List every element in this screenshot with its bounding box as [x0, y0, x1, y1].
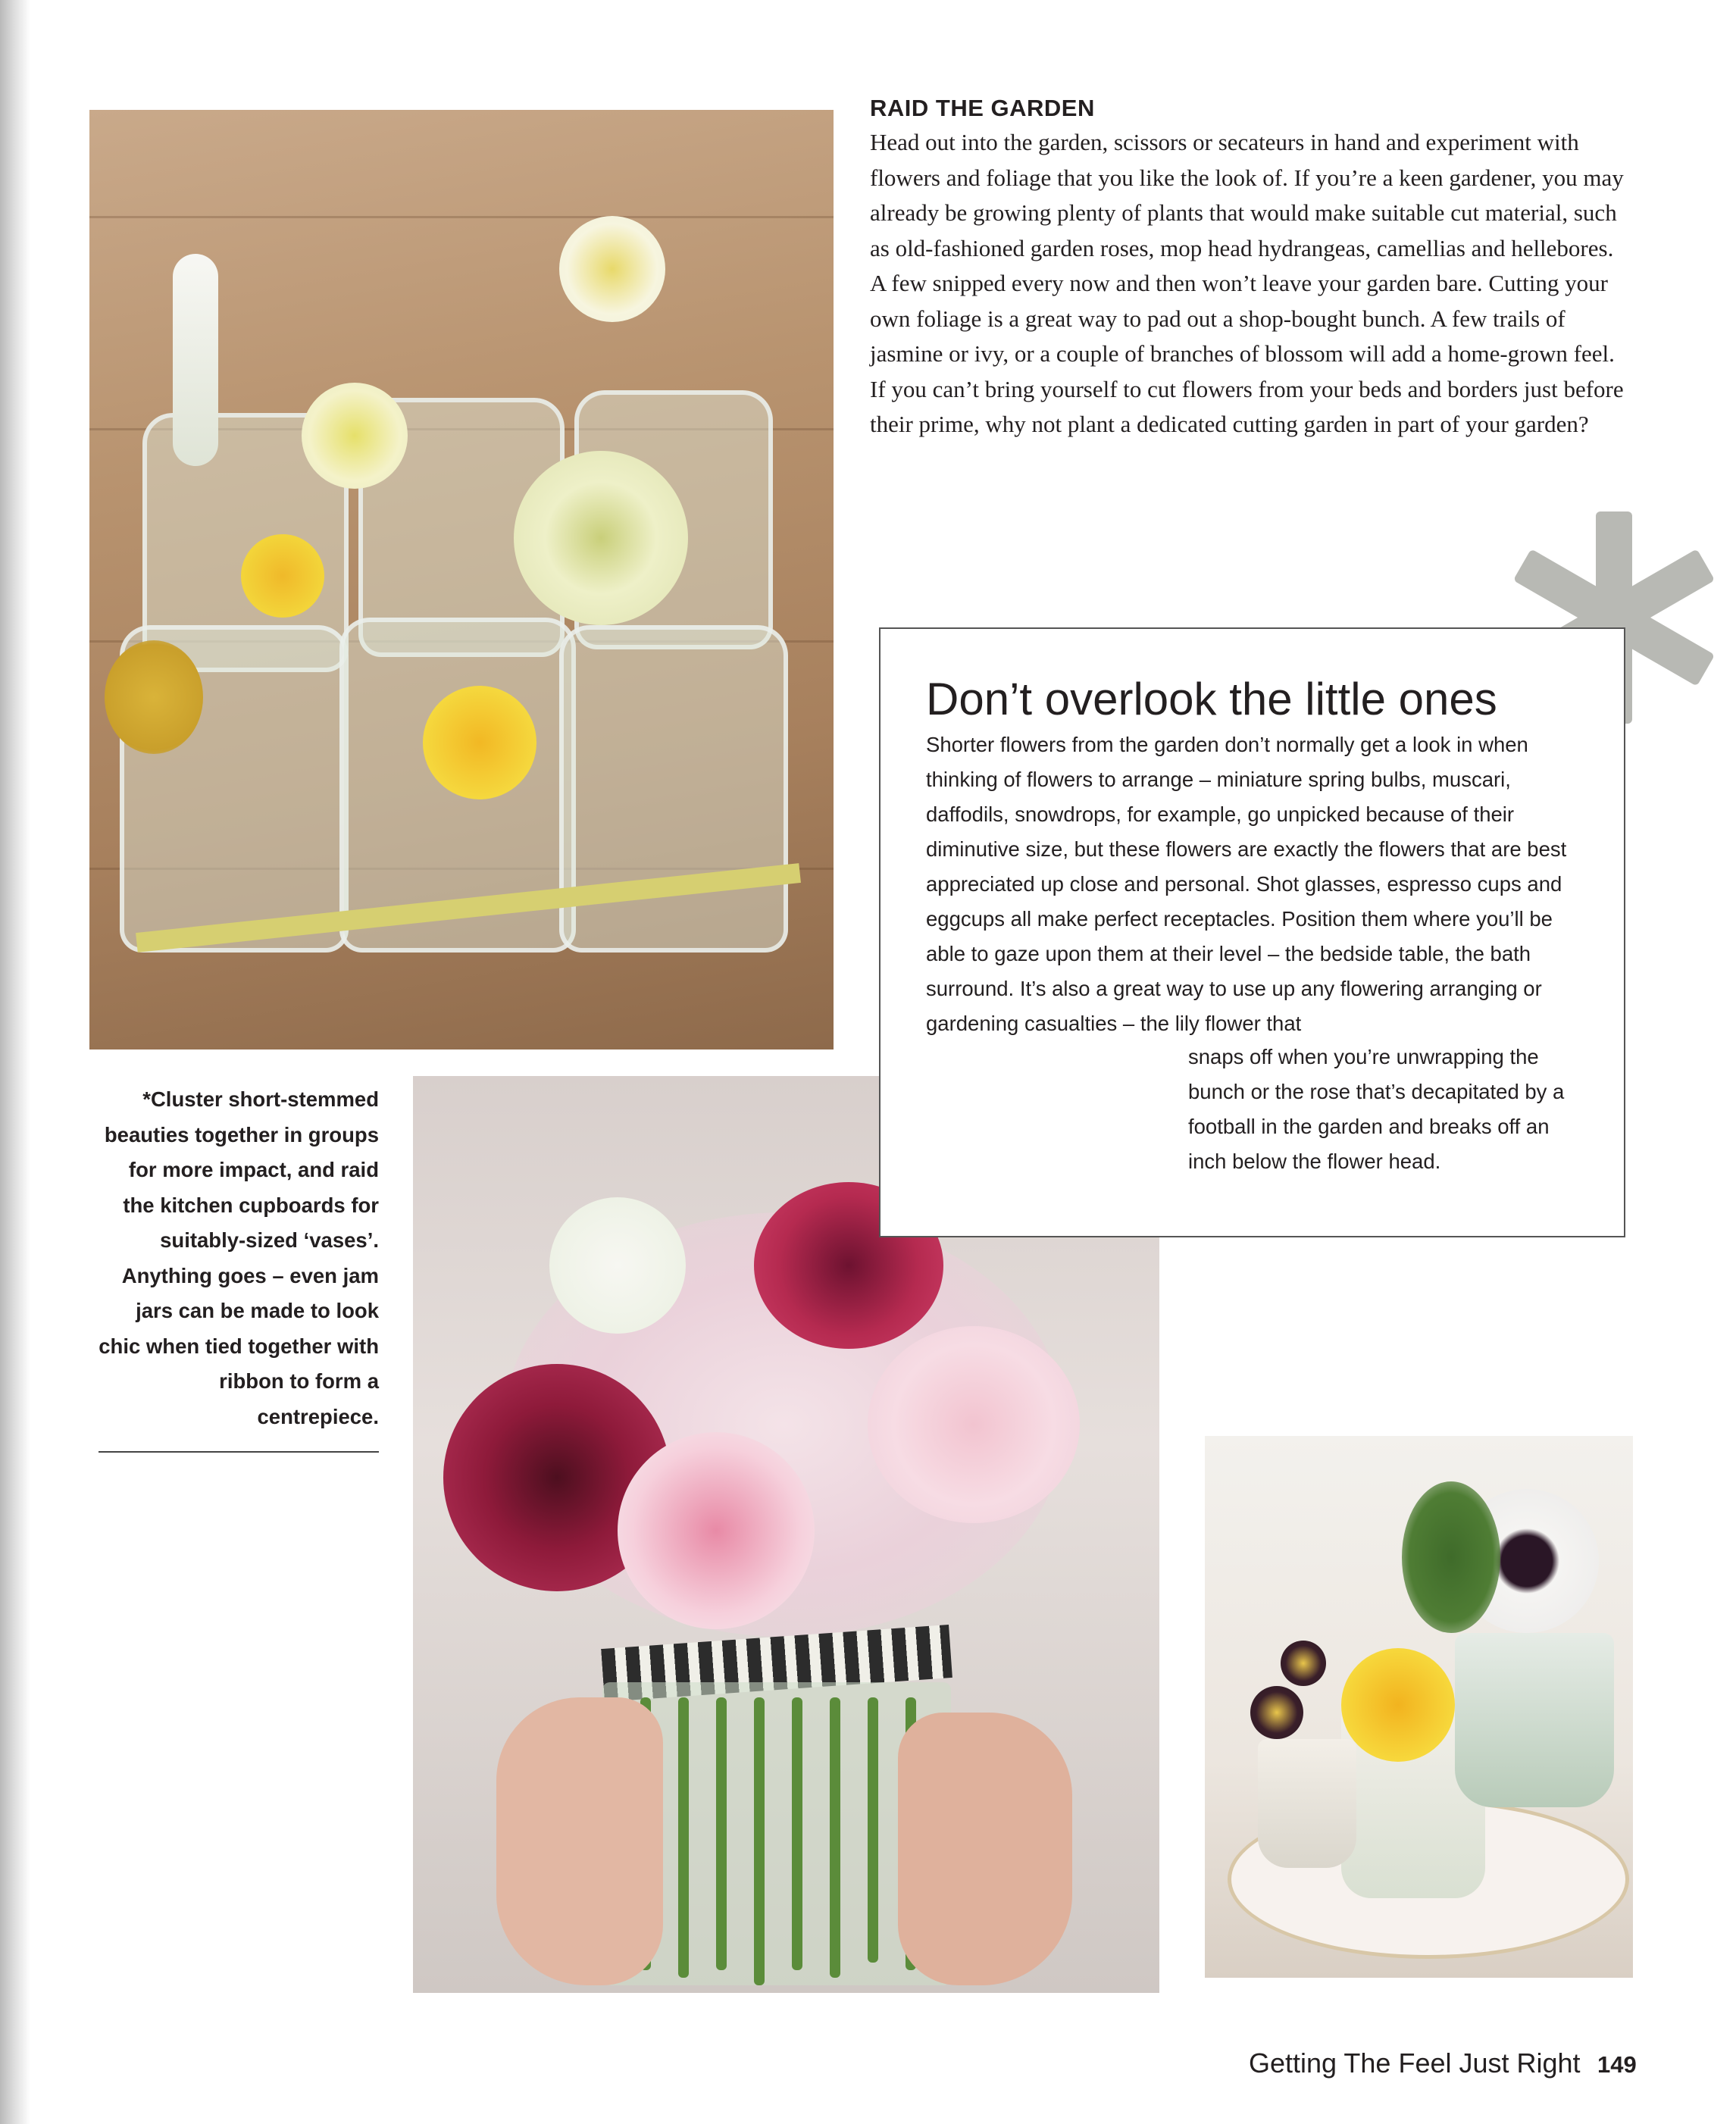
raid-body: Head out into the garden, scissors or secateurs in hand and experiment with flowers and foliage that you like the look of. If you’re a keen gardener, you may already be growing plenty of plants that would make suitable cut material, such as old-fashioned garden roses, mop head hydrangeas, camellias and hellebores. A few snipped every now and then won’t leave your garden bare. Cutting your own foliage is a great way to pad out a shop-bought bunch. A few trails of jasmine or ivy, or a couple of branches of blossom will add a home-grown feel. If you can’t bring yourself to cut flowers from your beds and borders just before their prime, why not plant a dedicated cutting garden in part of your garden?	[870, 129, 1624, 437]
page-footer	[1249, 2047, 1637, 2079]
sidebar-box-notch	[881, 1038, 1159, 1237]
caption-divider	[99, 1451, 379, 1453]
page-gutter-shadow	[0, 0, 30, 2124]
sidebar-body-continued: snaps off when you’re unwrapping the bunch or the rose that’s decapitated by a football in the garden and breaks off an inch below the flower head.	[1188, 1045, 1565, 1173]
photo-teacups-flowers	[1205, 1436, 1633, 1978]
page-number: 149	[1597, 2051, 1637, 2078]
photo-caption: *Cluster short-stemmed beauties together in groups for more impact, and raid the kitchen cupboards for suitably-sized ‘vases’. Anything goes – even jam jars can be made to look chic when tied together with ribbon to form a centrepiece.	[99, 1087, 379, 1428]
sidebar-body: Shorter flowers from the garden don’t normally get a look in when thinking of flowers to arrange – miniature spring bulbs, muscari, daffodils, snowdrops, for example, go unpicked because of their diminutive size, but these flowers are exactly the flowers that are best appreciated up close and personal. Shot glasses, espresso cups and eggcups all make perfect receptacles. Position them where you’ll be able to gaze upon them at their level – the bedside table, the bath surround. It’s also a great way to use up any flowering arranging or gardening casualties – the lily flower that	[926, 733, 1567, 1035]
raid-the-garden-section	[870, 95, 1628, 443]
footer-chapter-title: Getting The Feel Just Right	[1249, 2047, 1581, 2079]
raid-title: RAID THE GARDEN	[870, 95, 1095, 121]
sidebar-heading: Don’t overlook the little ones	[926, 674, 1497, 724]
photo-jam-jars-flowers	[89, 110, 834, 1049]
